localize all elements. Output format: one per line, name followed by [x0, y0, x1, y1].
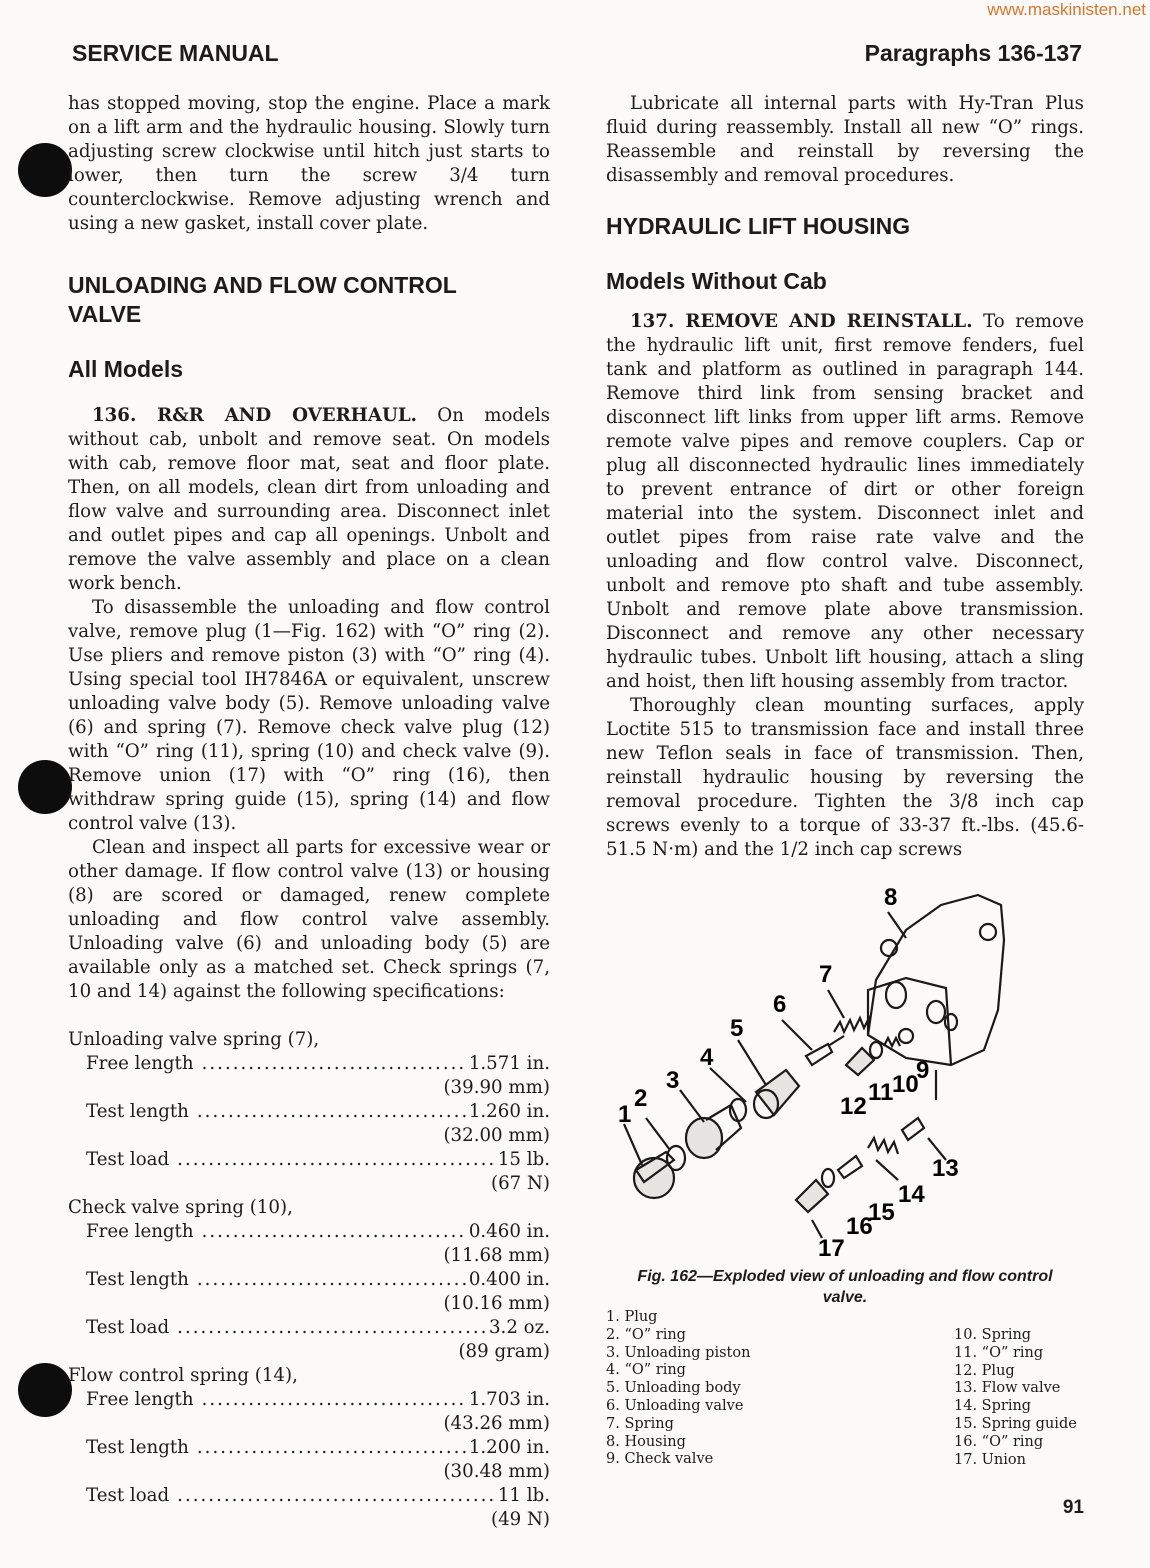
callout-number: 1	[618, 1101, 632, 1128]
callout-number: 13	[932, 1155, 959, 1182]
piston-part	[686, 1118, 722, 1158]
callout-number: 9	[916, 1057, 930, 1084]
callout-number: 15	[868, 1199, 895, 1226]
spec-row	[86, 1148, 550, 1172]
legend-item: 12. Plug	[954, 1362, 1015, 1379]
spring-part	[834, 1016, 870, 1032]
legend-item: 9. Check valve	[606, 1451, 714, 1468]
legend-item: 8. Housing	[606, 1433, 686, 1450]
legend-item: 4. “O” ring	[606, 1362, 686, 1379]
spec-metric: (89 gram)	[458, 1341, 550, 1362]
callout-number: 6	[773, 991, 787, 1018]
spec-label: Free length	[86, 1053, 194, 1074]
section-title	[68, 271, 550, 329]
spring-specifications	[68, 1028, 550, 1532]
legend-item: 15. Spring guide	[954, 1415, 1077, 1432]
paragraph-136-heading: 136. R&R AND OVERHAUL.	[92, 405, 417, 426]
leader-line	[710, 1068, 746, 1102]
legend-item: 1. Plug	[606, 1309, 658, 1325]
spec-value: 3.2 oz.	[488, 1317, 550, 1338]
figure-caption-line1: Fig. 162—Exploded view of unloading and flow control	[637, 1268, 1053, 1285]
spec-metric: (67 N)	[490, 1173, 550, 1194]
leader-line	[782, 1020, 812, 1050]
spec-metric: (32.00 mm)	[443, 1125, 550, 1146]
spec-label: Test load	[86, 1149, 170, 1170]
reinstall-paragraph: Thoroughly clean mounting surfaces, apply Loctite 515 to transmission face and install three new Teflon seals in face of transmission. Then, reinstall hydraulic housing by reversing the removal procedure. Tighten the 3/8 inch cap screws evenly to a torque of 33-37 ft.-lbs. (45.6-51.5 N·m) and the 1/2 inch cap screws	[606, 695, 1084, 860]
legend-item: 16. “O” ring	[954, 1433, 1044, 1450]
callout-number: 10	[892, 1071, 919, 1098]
spec-metric: (10.16 mm)	[443, 1293, 550, 1314]
spec-row	[86, 1052, 550, 1076]
spec-group-title: Flow control spring (14),	[68, 1365, 298, 1386]
spec-value: 1.260 in.	[468, 1101, 550, 1122]
legend-item: 5. Unloading body	[606, 1380, 741, 1397]
callout-number: 3	[666, 1067, 680, 1094]
leader-line	[888, 912, 906, 938]
legend-item: 7. Spring	[606, 1415, 674, 1432]
exploded-view-figure	[606, 860, 1086, 1265]
leader-dots	[177, 1316, 487, 1340]
callout-number: 16	[846, 1213, 873, 1240]
binder-hole	[18, 760, 72, 814]
paragraph-137-heading: 137. REMOVE AND REINSTALL.	[630, 311, 973, 332]
spec-value: 11 lb.	[497, 1485, 550, 1506]
spec-label: Test length	[86, 1269, 189, 1290]
leader-line	[680, 1090, 704, 1122]
spec-value: 0.460 in.	[468, 1221, 550, 1242]
spec-label: Test load	[86, 1317, 170, 1338]
spec-value: 1.703 in.	[468, 1389, 550, 1410]
legend-item: 10. Spring	[954, 1327, 1032, 1343]
callout-number: 5	[730, 1015, 744, 1042]
leader-line	[624, 1124, 642, 1165]
flow-valve-part	[902, 1118, 924, 1140]
running-header-right: Paragraphs 136-137	[864, 40, 1082, 66]
spec-label: Free length	[86, 1389, 194, 1410]
spec-group-title: Unloading valve spring (7),	[68, 1029, 320, 1050]
callout-number: 14	[898, 1181, 925, 1208]
leader-dots	[177, 1484, 496, 1508]
section-title-line1: UNLOADING AND FLOW CONTROL	[68, 272, 457, 298]
paragraph-136-text: On models without cab, unbolt and remove seat. On models with cab, remove floor mat, seat and floor plate. Then, on all models, clean dirt from unloading and flow valve and surrounding area. Disconnect inlet and outlet pipes and cap all openings. Unbolt and remove the valve assembly and place on a clean work bench.	[68, 405, 550, 594]
o-ring-part	[870, 1042, 882, 1058]
leader-line	[738, 1040, 766, 1085]
spec-metric: (30.48 mm)	[443, 1461, 550, 1482]
spec-metric: (49 N)	[490, 1509, 550, 1530]
spec-group	[68, 1028, 550, 1196]
spec-group	[68, 1364, 550, 1532]
unloading-valve-part	[828, 1036, 844, 1046]
spec-label: Test length	[86, 1101, 189, 1122]
callout-number: 7	[819, 961, 833, 988]
spec-row	[86, 1388, 550, 1412]
page-number: 91	[1062, 1497, 1084, 1518]
section-title: HYDRAULIC LIFT HOUSING	[606, 213, 911, 239]
disassembly-paragraph: To disassemble the unloading and flow control valve, remove plug (1—Fig. 162) with “O” ring (2). Use pliers and remove piston (3) with “O” ring (4). Using special tool IH7846A or equivalent, unscrew unloading valve body (5). Remove unloading valve (6) and spring (7). Remove check valve plug (12) with “O” ring (11), spring (10) and check valve (9). Remove union (17) with “O” ring (16), then withdraw spring guide (15), spring (14) and flow control valve (13).	[68, 597, 550, 834]
spec-row	[86, 1100, 550, 1124]
leader-dots	[202, 1052, 467, 1076]
leader-dots	[177, 1148, 496, 1172]
callout-number: 12	[840, 1093, 867, 1120]
leader-dots	[197, 1436, 467, 1460]
spec-label: Test load	[86, 1485, 170, 1506]
spec-group-title: Check valve spring (10),	[68, 1197, 293, 1218]
figure-caption-line2: valve.	[822, 1289, 868, 1306]
subsection-title: Models Without Cab	[606, 268, 827, 294]
leader-line	[646, 1118, 670, 1150]
watermark[interactable]: www.maskinisten.net	[987, 0, 1146, 19]
spec-row	[86, 1316, 550, 1340]
spring-guide-part	[838, 1156, 862, 1178]
binder-hole	[18, 1363, 72, 1417]
leader-line	[828, 990, 844, 1018]
lubricate-paragraph: Lubricate all internal parts with Hy-Tran Plus fluid during reassembly. Install all new “O” rings. Reassemble and reinstall by reversing the disassembly and removal procedures.	[606, 93, 1084, 186]
figure-caption	[606, 1266, 1084, 1308]
legend-item: 13. Flow valve	[954, 1380, 1061, 1397]
spec-metric: (11.68 mm)	[443, 1245, 550, 1266]
left-column	[68, 92, 550, 1532]
figure-legend-left	[606, 1309, 750, 1469]
leader-dots	[202, 1388, 467, 1412]
paragraph-136	[68, 404, 550, 596]
inspection-paragraph: Clean and inspect all parts for excessive wear or other damage. If flow control valve (13) or housing (8) are scored or damaged, renew complete unloading and flow control valve assembly. Unloading valve (6) and unloading body (5) are available only as a matched set. Check springs (7, 10 and 14) against the following specifications:	[68, 837, 550, 1002]
leader-dots	[197, 1100, 467, 1124]
running-header-left: SERVICE MANUAL	[72, 40, 279, 66]
legend-item: 2. “O” ring	[606, 1326, 686, 1343]
callout-number: 17	[818, 1235, 845, 1262]
paragraph-137	[606, 310, 1084, 694]
leader-line	[876, 1160, 898, 1180]
spec-value: 15 lb.	[497, 1149, 550, 1170]
o-ring-part	[822, 1169, 834, 1187]
spring-part	[868, 1138, 898, 1154]
intro-paragraph: has stopped moving, stop the engine. Place a mark on a lift arm and the hydraulic housing. Slowly turn adjusting screw clockwise until hitch just starts to lower, then turn the screw 3/4 turn counterclockwise. Remove adjusting wrench and using a new gasket, install cover plate.	[68, 93, 550, 234]
legend-item: 6. Unloading valve	[606, 1397, 744, 1414]
legend-item: 14. Spring	[954, 1398, 1032, 1415]
spec-value: 1.200 in.	[468, 1437, 550, 1458]
leader-dots	[197, 1268, 467, 1292]
callout-number: 8	[884, 884, 898, 911]
spec-metric: (39.90 mm)	[443, 1077, 550, 1098]
binder-hole	[18, 143, 72, 197]
section-title-line2: VALVE	[68, 301, 142, 327]
spec-row	[86, 1436, 550, 1460]
callout-number: 11	[868, 1079, 894, 1106]
paragraph-137-text: To remove the hydraulic lift unit, first remove fenders, fuel tank and platform as outlined in paragraph 144. Remove third link from sensing bracket and disconnect lift links from upper lift arms. Remove remote valve pipes and remove couplers. Cap or plug all disconnected hydraulic lines immediately to prevent entrance of dirt or other foreign material into the system. Disconnect inlet and outlet pipes from raise rate valve and the unloading and flow control valve. Disconnect, unbolt and remove pto shaft and tube assembly. Unbolt and remove plate above transmission. Disconnect and remove any other necessary hydraulic tubes. Unbolt lift housing, attach a sling and hoist, then lift housing assembly from tractor.	[606, 311, 1084, 692]
subsection-title: All Models	[68, 356, 184, 382]
spec-row	[86, 1220, 550, 1244]
spec-value: 0.400 in.	[468, 1269, 550, 1290]
callout-number: 2	[634, 1085, 648, 1112]
legend-item: 17. Union	[954, 1451, 1026, 1468]
spec-value: 1.571 in.	[468, 1053, 550, 1074]
spec-row	[86, 1268, 550, 1292]
legend-item: 3. Unloading piston	[606, 1344, 751, 1361]
spec-metric: (43.26 mm)	[443, 1413, 550, 1434]
spec-label: Test length	[86, 1437, 189, 1458]
spec-row	[86, 1484, 550, 1508]
right-column	[606, 92, 1084, 862]
figure-legend-right	[954, 1327, 1077, 1469]
spec-label: Free length	[86, 1221, 194, 1242]
callout-number: 4	[700, 1044, 714, 1071]
legend-item: 11. “O” ring	[954, 1344, 1044, 1361]
spec-group	[68, 1196, 550, 1364]
leader-dots	[202, 1220, 467, 1244]
